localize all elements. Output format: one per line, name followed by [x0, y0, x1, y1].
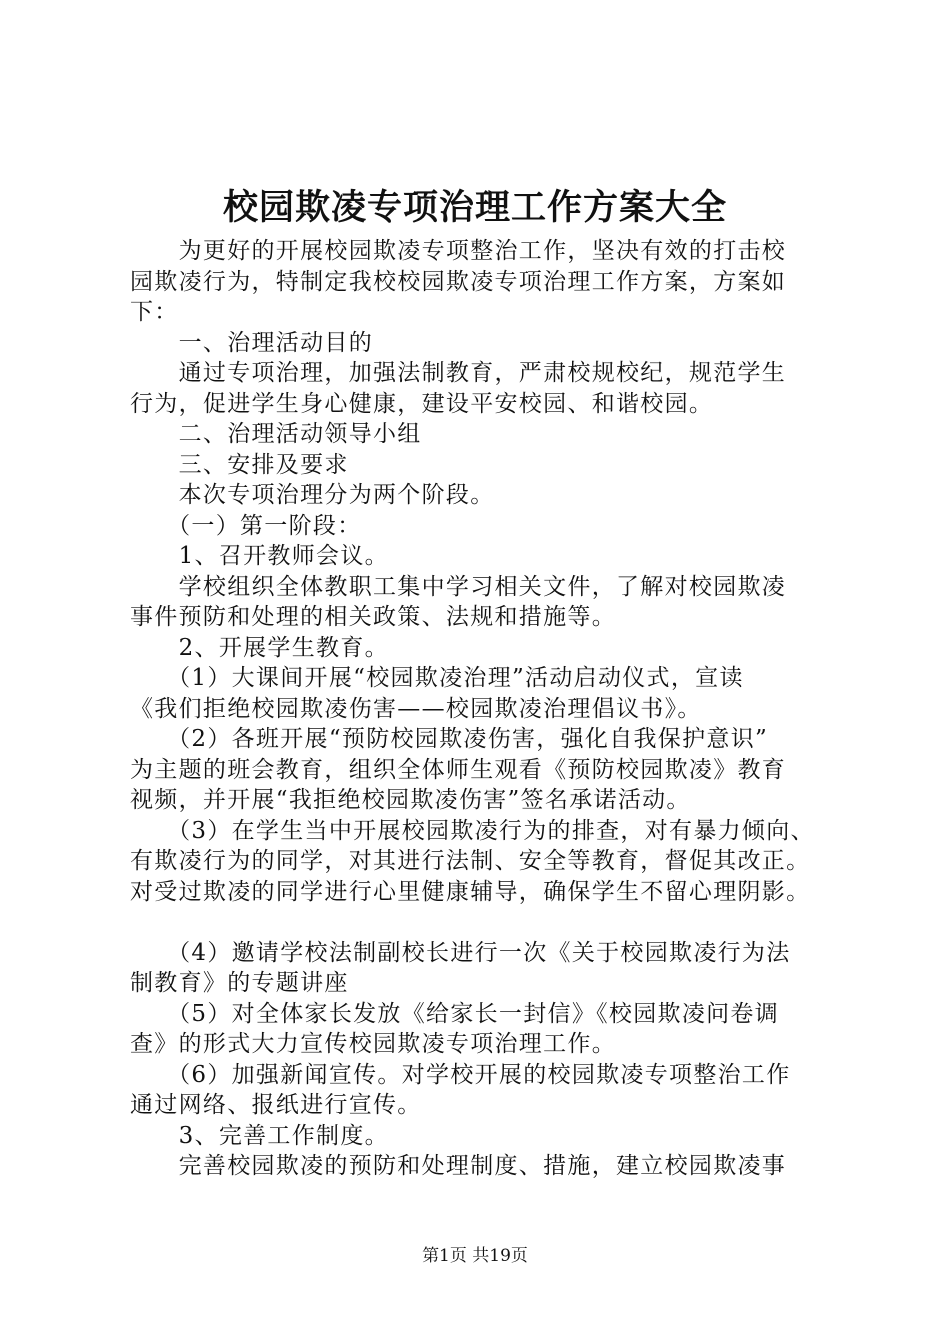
paragraph-line: 为更好的开展校园欺凌专项整治工作，坚决有效的打击校: [130, 238, 787, 264]
paragraph-line: 制教育》的专题讲座: [130, 970, 349, 996]
paragraph-line: 视频，并开展“我拒绝校园欺凌伤害”签名承诺活动。: [130, 787, 691, 813]
blank-line: [130, 907, 850, 938]
paragraph-line: 学校组织全体教职工集中学习相关文件，了解对校园欺凌: [130, 573, 787, 600]
paragraph-line: 通过网络、报纸进行宣传。: [130, 1092, 422, 1118]
document-body: [130, 236, 850, 1182]
paragraph-line: 为主题的班会教育，组织全体师生观看《预防校园欺凌》教育: [130, 756, 787, 783]
section-heading: 一、治理活动目的: [130, 329, 373, 356]
paragraph-line: （4）邀请学校法制副校长进行一次《关于校园欺凌行为法: [130, 939, 791, 966]
paragraph-line: （6）加强新闻宣传。对学校开展的校园欺凌专项整治工作: [130, 1061, 791, 1088]
paragraph-line: 下：: [130, 299, 179, 325]
paragraph-line: （1）大课间开展“校园欺凌治理”活动启动仪式，宣读: [130, 665, 744, 691]
paragraph-line: 通过专项治理，加强法制教育，严肃校规校纪，规范学生: [130, 360, 787, 386]
paragraph-line: 事件预防和处理的相关政策、法规和措施等。: [130, 604, 616, 630]
section-heading: 二、治理活动领导小组: [130, 421, 422, 447]
section-heading: 三、安排及要求: [130, 451, 349, 478]
paragraph-line: 查》的形式大力宣传校园欺凌专项治理工作。: [130, 1031, 616, 1057]
page-number-footer: 第1页 共19页: [422, 1246, 528, 1266]
document-title: 校园欺凌专项治理工作方案大全: [222, 187, 727, 228]
paragraph-line: 对受过欺凌的同学进行心里健康辅导，确保学生不留心理阴影。: [130, 878, 811, 905]
paragraph-line: 本次专项治理分为两个阶段。: [130, 482, 495, 508]
paragraph-line: （3）在学生当中开展校园欺凌行为的排查，对有暴力倾向、: [130, 817, 815, 844]
paragraph-line: （5）对全体家长发放《给家长一封信》《校园欺凌问卷调: [130, 1000, 780, 1027]
paragraph-line: 有欺凌行为的同学，对其进行法制、安全等教育，督促其改正。: [130, 848, 811, 874]
item-heading: 3、完善工作制度。: [130, 1122, 389, 1149]
paragraph-line: 园欺凌行为，特制定我校校园欺凌专项治理工作方案，方案如: [130, 268, 787, 295]
subsection-heading: （一）第一阶段：: [130, 512, 362, 539]
paragraph-line: （2）各班开展“预防校园欺凌伤害，强化自我保护意识”: [130, 726, 769, 752]
item-heading: 2、开展学生教育。: [130, 634, 389, 661]
paragraph-line: 《我们拒绝校园欺凌伤害——校园欺凌治理倡议书》。: [130, 695, 702, 722]
item-heading: 1、召开教师会议。: [130, 543, 389, 569]
paragraph-line: 行为，促进学生身心健康，建设平安校园、和谐校园。: [130, 390, 714, 417]
paragraph-line: 完善校园欺凌的预防和处理制度、措施，建立校园欺凌事: [130, 1153, 787, 1179]
